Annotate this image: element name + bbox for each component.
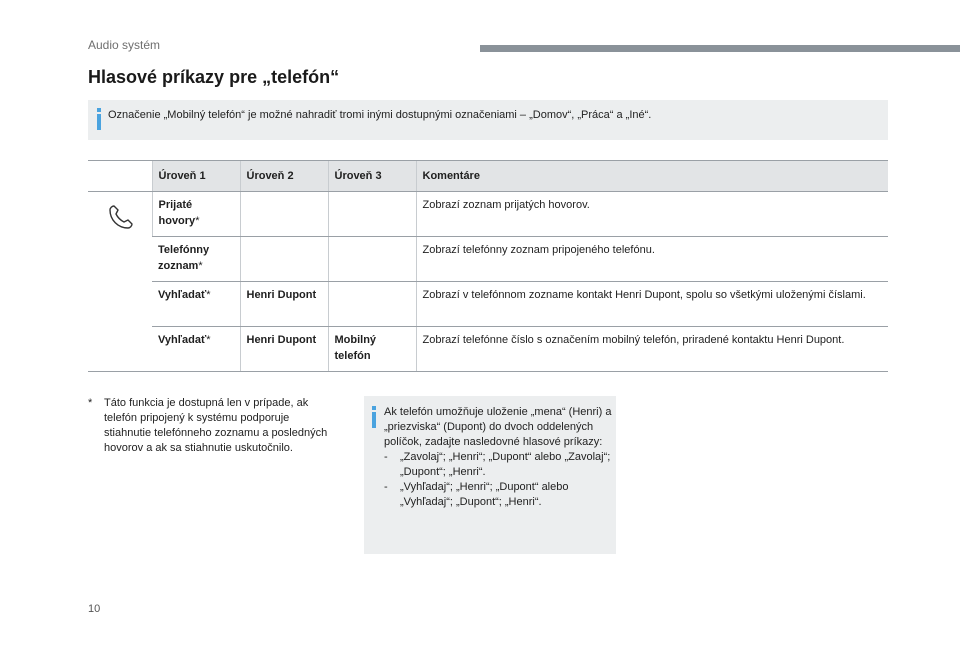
row-comment: Zobrazí v telefónnom zozname kontakt Henri Dupont, spolu so všetkými uloženými číslami.	[416, 282, 888, 327]
row-level-2: Henri Dupont	[240, 327, 328, 372]
row-level-2	[240, 192, 328, 237]
row-level-2: Henri Dupont	[240, 282, 328, 327]
table-row	[88, 237, 888, 282]
tip-note	[364, 396, 616, 554]
phone-icon-cell	[88, 192, 152, 372]
footnote-mark: *	[88, 397, 93, 409]
info-note	[88, 100, 888, 140]
row-comment: Zobrazí telefónne číslo s označením mobilný telefón, priradené kontaktu Henri Dupont.	[416, 327, 888, 372]
header-accent-bar	[480, 45, 960, 52]
page-number: 10	[88, 603, 101, 615]
row-level-3	[328, 192, 416, 237]
tip-intro: Ak telefón umožňuje uloženie „mena“ (Henri) a „priezviska“ (Dupont) do dvoch oddelených políčok, zadajte nasledovné hlasové príkazy:	[384, 406, 612, 448]
row-level-3	[328, 282, 416, 327]
list-item: - „Vyhľadaj“; „Henri“; „Dupont“ alebo „Vyhľadaj“; „Dupont“; „Henri“.	[384, 481, 569, 508]
table-header-comments: Komentáre	[416, 161, 888, 192]
row-level-2	[240, 237, 328, 282]
row-comment: Zobrazí zoznam prijatých hovorov.	[416, 192, 888, 237]
table-header-level-1: Úroveň 1	[152, 161, 240, 192]
table-row	[88, 327, 888, 372]
row-level-1: Vyhľadať*	[152, 282, 240, 327]
table-header-level-3: Úroveň 3	[328, 161, 416, 192]
voice-commands-table	[88, 160, 888, 372]
row-level-1: Vyhľadať*	[152, 327, 240, 372]
tip-command-list	[384, 450, 612, 510]
row-comment: Zobrazí telefónny zoznam pripojeného telefónu.	[416, 237, 888, 282]
footnote-text: Táto funkcia je dostupná len v prípade, ak telefón pripojený k systému podporuje stiahnutie telefónneho zoznamu a posledných hovorov a ak sa stiahnutie uskutočnilo.	[104, 397, 328, 454]
tip-text	[384, 405, 612, 510]
row-level-3: Mobilný telefón	[328, 327, 416, 372]
phone-handset-icon	[106, 202, 136, 232]
info-icon	[369, 406, 379, 430]
table-header-level-2: Úroveň 2	[240, 161, 328, 192]
row-level-1: Telefónny zoznam*	[152, 237, 240, 282]
info-icon	[94, 108, 104, 132]
row-level-1: Prijaté hovory*	[152, 192, 240, 237]
table-header-blank	[88, 161, 152, 192]
list-item: - „Zavolaj“; „Henri“; „Dupont“ alebo „Zavolaj“; „Dupont“; „Henri“.	[384, 451, 611, 478]
chapter-title: Audio systém	[88, 38, 161, 52]
info-note-text: Označenie „Mobilný telefón“ je možné nahradiť tromi inými dostupnými označeniami – „Domov“, „Práca“ a „Iné“.	[108, 109, 652, 121]
table-row	[88, 282, 888, 327]
footnote	[88, 396, 338, 456]
table-header-row	[88, 161, 888, 192]
table-row	[88, 192, 888, 237]
row-level-3	[328, 237, 416, 282]
section-title: Hlasové príkazy pre „telefón“	[88, 67, 340, 87]
